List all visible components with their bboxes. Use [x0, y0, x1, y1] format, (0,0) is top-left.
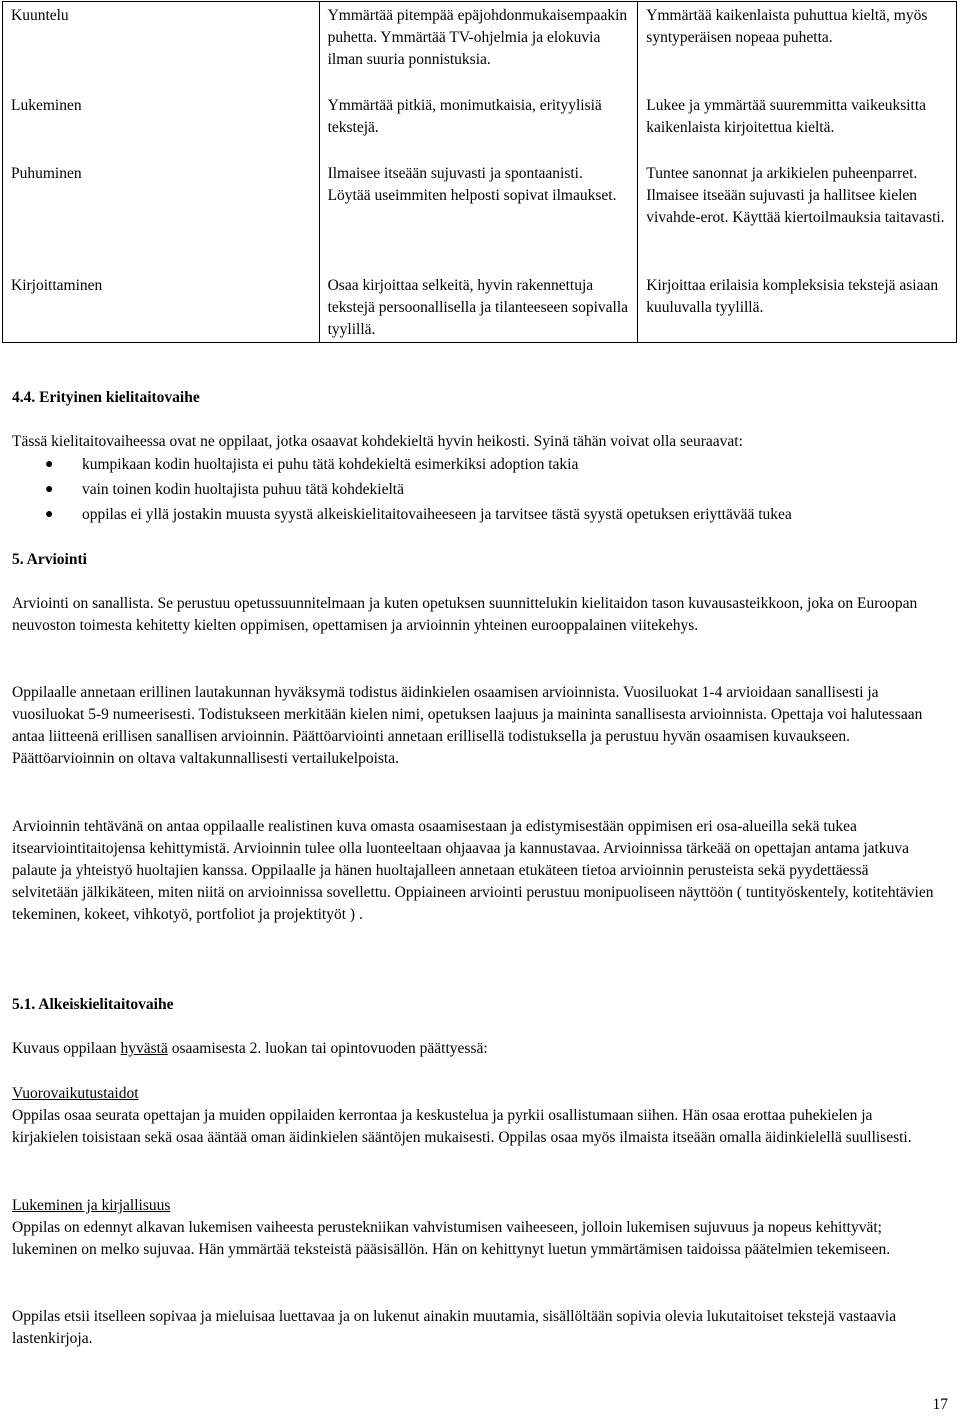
table-row — [3, 2, 957, 343]
page-number: 17 — [932, 1396, 948, 1413]
section-heading: 5. Arviointi — [12, 551, 87, 568]
skills-table — [2, 1, 957, 343]
subheading: Vuorovaikutustaidot — [12, 1085, 139, 1102]
mid-level-text: Osaa kirjoittaa selkeitä, hyvin rakennettuja tekstejä persoonallisella ja tilanteeseen sopivalla tyylillä. — [327, 277, 629, 338]
paragraph: Tässä kielitaitovaiheessa ovat ne oppilaat, jotka osaavat kohdekieltä hyvin heikosti. Syinä tähän voivat olla seuraavat: — [12, 433, 743, 450]
bullet-icon: ● — [45, 457, 54, 472]
bullet-icon: ● — [45, 482, 54, 497]
list-item: ● vain toinen kodin huoltajista puhuu tätä kohdekieltä — [12, 479, 937, 501]
subheading: Lukeminen ja kirjallisuus — [12, 1197, 171, 1214]
list-item: ● oppilas ei yllä jostakin muusta syystä alkeiskielitaitovaiheeseen ja tarvitsee tästä syystä opetuksen eriyttävää tukea — [12, 504, 937, 526]
paragraph: Oppilas on edennyt alkavan lukemisen vaiheesta perustekniikan vahvistumisen vaiheeseen, jolloin lukemisen sujuvuus ja nopeus kehittyvät; lukeminen on melko sujuvaa. Hän ymmärtää teksteistä pääsisällön. Hän on kehittynyt luetun ymmärtämisen taidoissa päätelmien tekemiseen. — [12, 1219, 891, 1258]
section-heading: 5.1. Alkeiskielitaitovaihe — [12, 996, 174, 1013]
mid-level-text: Ymmärtää pitempää epäjohdonmukaisempaakin puhetta. Ymmärtää TV-ohjelmia ja elokuvia ilman suuria ponnistuksia. — [327, 7, 628, 68]
skill-label: Kuuntelu — [11, 7, 69, 24]
paragraph: Oppilas etsii itselleen sopivaa ja mieluisaa luettavaa ja on lukenut ainakin muutamia, sisällöltään sopivia olevia lukutaitoiset tekstejä vastaavia lastenkirjoja. — [12, 1308, 897, 1347]
table-cell-mid — [319, 2, 638, 343]
skill-label: Kirjoittaminen — [11, 277, 103, 294]
high-level-text: Lukee ja ymmärtää suuremmitta vaikeuksitta kaikenlaista kirjoitettua kieltä. — [646, 97, 927, 136]
mid-level-text: Ymmärtää pitkiä, monimutkaisia, erityylisiä tekstejä. — [327, 97, 602, 136]
paragraph: Arvioinnin tehtävänä on antaa oppilaalle realistinen kuva omasta osaamisestaan ja edistymisestään oppimisen eri osa-alueilla sekä tukea itsearviointitaitojensa kehittymistä. Arvioinnin tulee olla luonteeltaan ohjaavaa ja kannustavaa. Arvioinnissa tärkeää on opettajan antama jatkuva palaute ja yhteistyö huoltajien kanssa. Oppilaalle ja hänen huoltajalleen annetaan etukäteen tietoa arvioinnin perusteista sekä pyydettäessä selvitetään jälkikäteen, miten niitä on arvioinnissa sovellettu. Oppiaineen arviointi perustuu monipuoliseen näyttöön ( tuntityöskentely, kotitehtävien tekeminen, kokeet, vihkotyö, portfoliot ja projektityöt ) . — [12, 818, 934, 923]
bullet-list — [12, 454, 937, 529]
list-item: ● kumpikaan kodin huoltajista ei puhu tätä kohdekieltä esimerkiksi adoption takia — [12, 454, 937, 476]
mid-level-text: Ilmaisee itseään sujuvasti ja spontaanisti. Löytää useimmiten helposti sopivat ilmaukset. — [327, 165, 617, 204]
skill-label: Puhuminen — [11, 165, 82, 182]
skill-label: Lukeminen — [11, 97, 82, 114]
section-heading: 4.4. Erityinen kielitaitovaihe — [12, 389, 200, 406]
paragraph: Oppilas osaa seurata opettajan ja muiden oppilaiden kerrontaa ja keskustelua ja pyrkii osallistumaan siihen. Hän osaa erottaa puhekielen ja kirjakielen toisistaan sekä osaa ääntää oman äidinkielen sääntöjen mukaisesti. Oppilas osaa myös ilmaista itseään omalla äidinkielellä suullisesti. — [12, 1107, 912, 1146]
paragraph: Arviointi on sanallista. Se perustuu opetussuunnitelmaan ja kuten opetuksen suunnittelukin kielitaidon tason kuvausasteikkoon, joka on Euroopan neuvoston toimesta kehitetty kielten oppimisen, opettamisen ja arvioinnin yhteinen eurooppalainen viitekehys. — [12, 595, 918, 634]
table-cell-right — [638, 2, 957, 343]
paragraph: Kuvaus oppilaan hyvästä osaamisesta 2. luokan tai opintovuoden päättyessä: — [12, 1040, 488, 1057]
high-level-text: Kirjoittaa erilaisia kompleksisia tekstejä asiaan kuuluvalla tyylillä. — [646, 277, 939, 316]
paragraph: Oppilaalle annetaan erillinen lautakunnan hyväksymä todistus äidinkielen osaamisen arvioinnista. Vuosiluokat 1-4 arvioidaan sanallisesti ja vuosiluokat 5-9 numeerisesti. Todistukseen merkitään kielen nimi, opetuksen laajuus ja maininta sanallisesta arvioinnista. Opettaja voi halutessaan antaa liitteenä erillisen sanallisen arvioinnin. Päättöarviointi annetaan erillisellä todistuksella ja perustuu hyvän osaamisen kuvaukseen. Päättöarvioinnin on oltava valtakunnallisesti vertailukelpoista. — [12, 684, 923, 767]
bullet-icon: ● — [45, 507, 54, 522]
high-level-text: Ymmärtää kaikenlaista puhuttua kieltä, myös syntyperäisen nopeaa puhetta. — [646, 7, 928, 46]
high-level-text: Tuntee sanonnat ja arkikielen puheenparret. Ilmaisee itseään sujuvasti ja hallitsee kielen vivahde-erot. Käyttää kiertoilmauksia taitavasti. — [646, 165, 945, 226]
table-cell-skill — [3, 2, 320, 343]
